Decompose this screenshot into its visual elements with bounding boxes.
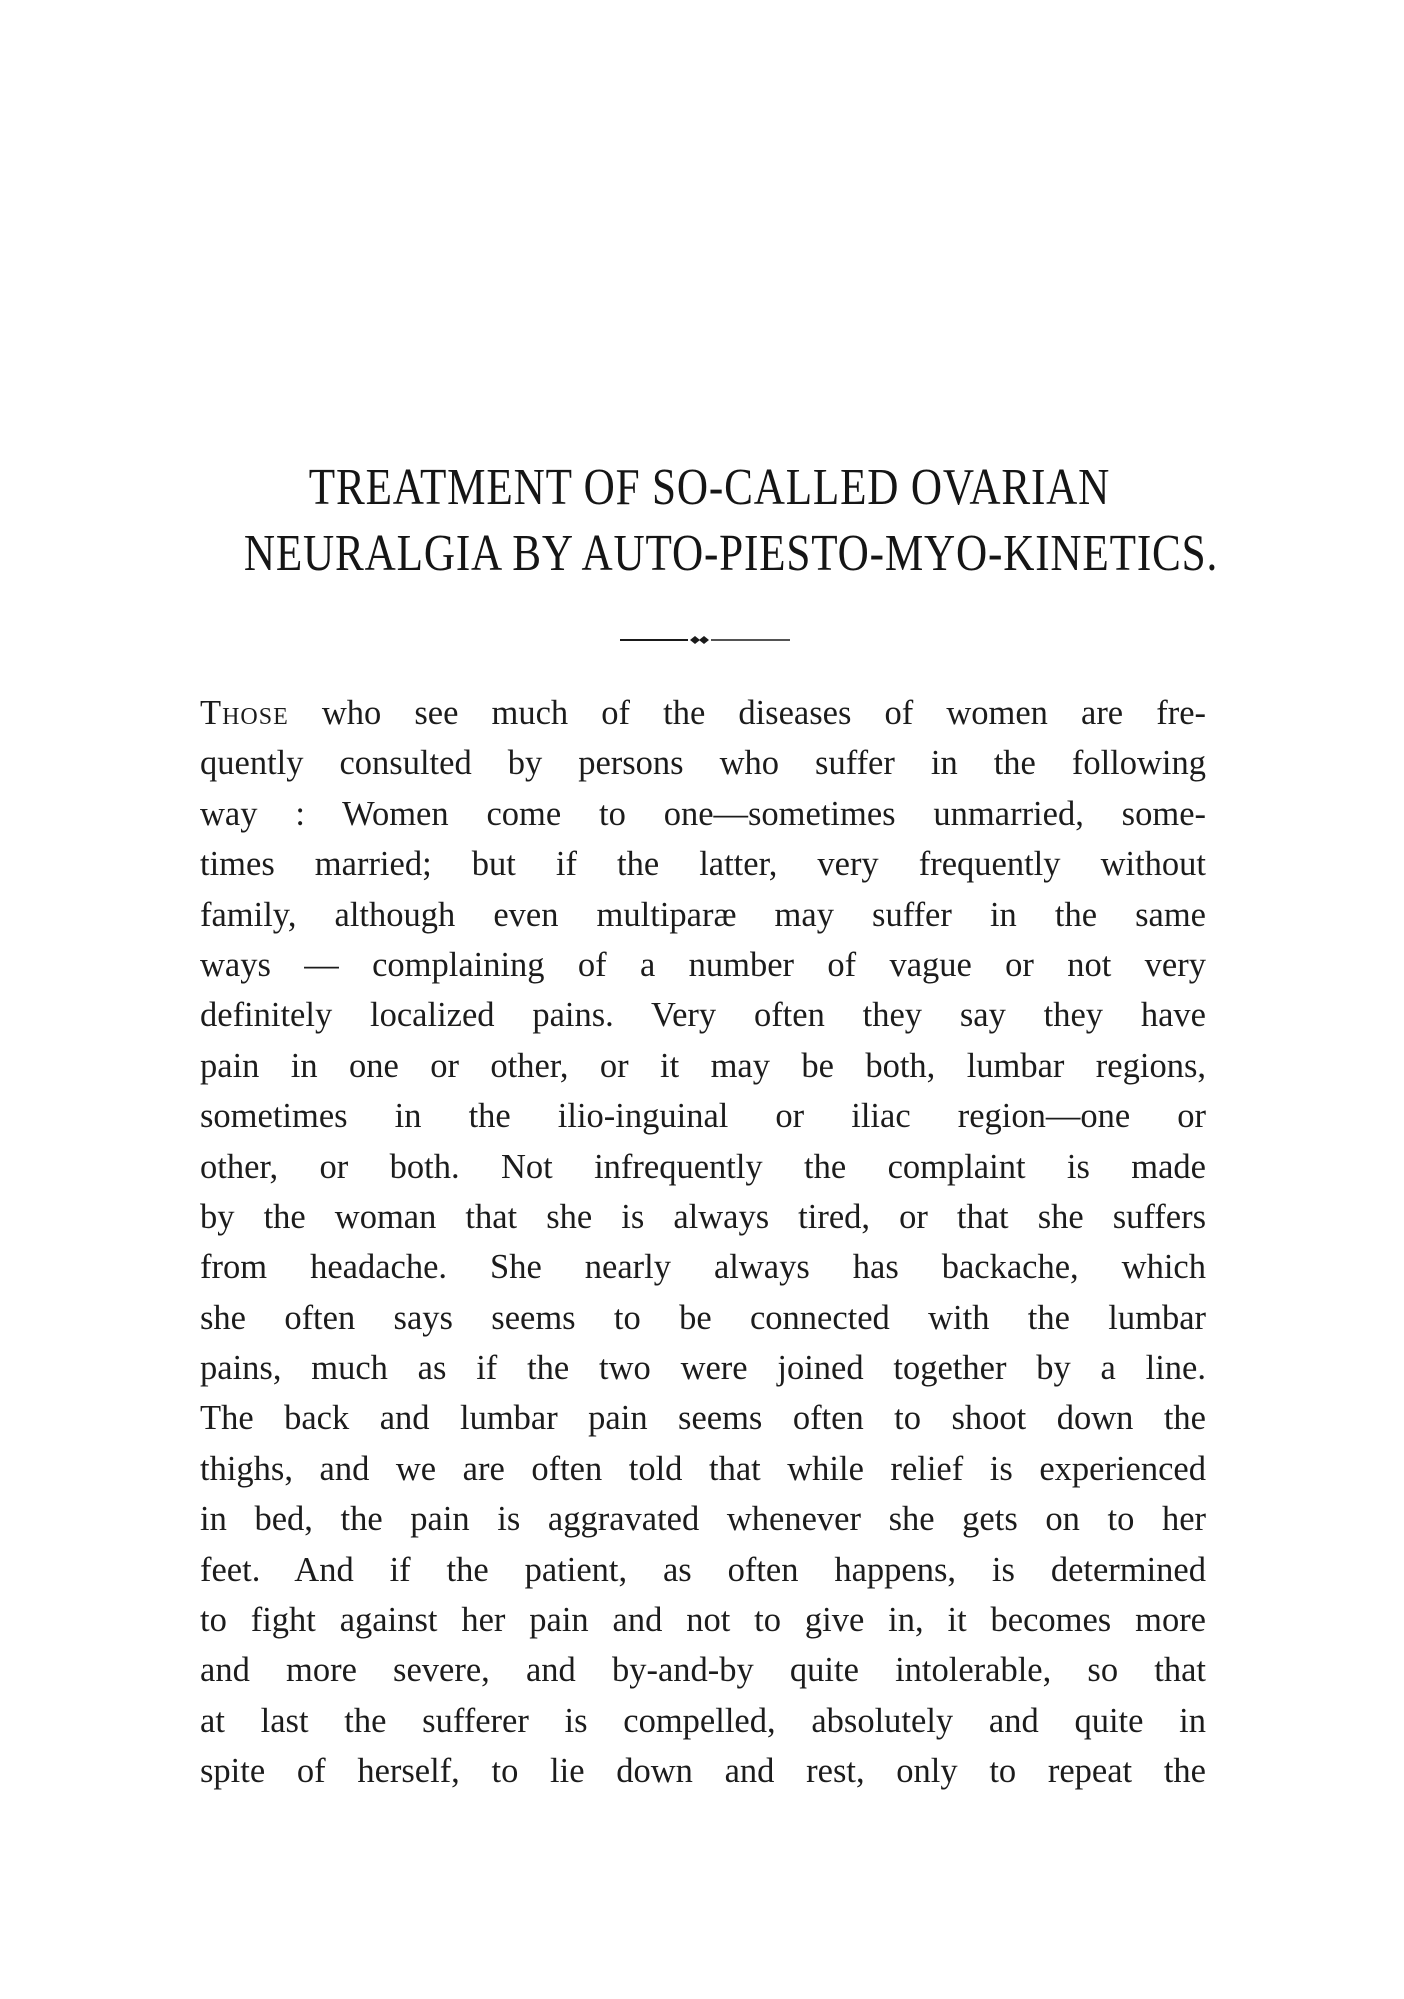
- title-line-1: TREATMENT OF SO-CALLED OVARIAN: [308, 459, 1111, 516]
- text-line: from headache. She nearly always has backache, which: [200, 1248, 1206, 1287]
- text-line: The back and lumbar pain seems often to shoot down the: [200, 1399, 1206, 1438]
- text-line: in bed, the pain is aggravated whenever she gets on to her: [200, 1500, 1206, 1539]
- article-body: [200, 688, 1206, 1797]
- title-line-2: NEURALGIA BY AUTO-PIESTO-MYO-KINETICS.: [243, 525, 1219, 582]
- text-line: times married; but if the latter, very frequently without: [200, 845, 1206, 884]
- text-line: by the woman that she is always tired, or that she suffers: [200, 1197, 1206, 1236]
- text-line: and more severe, and by-and-by quite intolerable, so that: [200, 1651, 1206, 1690]
- text-line: at last the sufferer is compelled, absolutely and quite in: [200, 1701, 1206, 1740]
- text-line: spite of herself, to lie down and rest, only to repeat the: [200, 1752, 1206, 1791]
- text-line: quently consulted by persons who suffer in the following: [200, 744, 1206, 783]
- ornament-divider: [620, 633, 790, 647]
- article-title: [150, 455, 1254, 587]
- text-line: to fight against her pain and not to give in, it becomes more: [200, 1601, 1206, 1640]
- text-line: Those who see much of the diseases of women are fre-: [200, 694, 1206, 732]
- text-line: other, or both. Not infrequently the complaint is made: [200, 1147, 1206, 1186]
- text-line: pains, much as if the two were joined together by a line.: [200, 1349, 1206, 1388]
- text-line: definitely localized pains. Very often they say they have: [200, 996, 1206, 1035]
- text-line: way : Women come to one—sometimes unmarried, some-: [200, 794, 1206, 833]
- text-line: ways — complaining of a number of vague or not very: [200, 945, 1206, 984]
- text-line: sometimes in the ilio-inguinal or iliac region—one or: [200, 1097, 1206, 1136]
- text-line: feet. And if the patient, as often happens, is determined: [200, 1550, 1206, 1589]
- text-line: she often says seems to be connected with the lumbar: [200, 1298, 1206, 1337]
- text-line: family, although even multiparæ may suffer in the same: [200, 895, 1206, 934]
- opening-word: Those: [200, 694, 289, 732]
- text-line: pain in one or other, or it may be both, lumbar regions,: [200, 1046, 1206, 1085]
- text-line: thighs, and we are often told that while relief is experienced: [200, 1449, 1206, 1488]
